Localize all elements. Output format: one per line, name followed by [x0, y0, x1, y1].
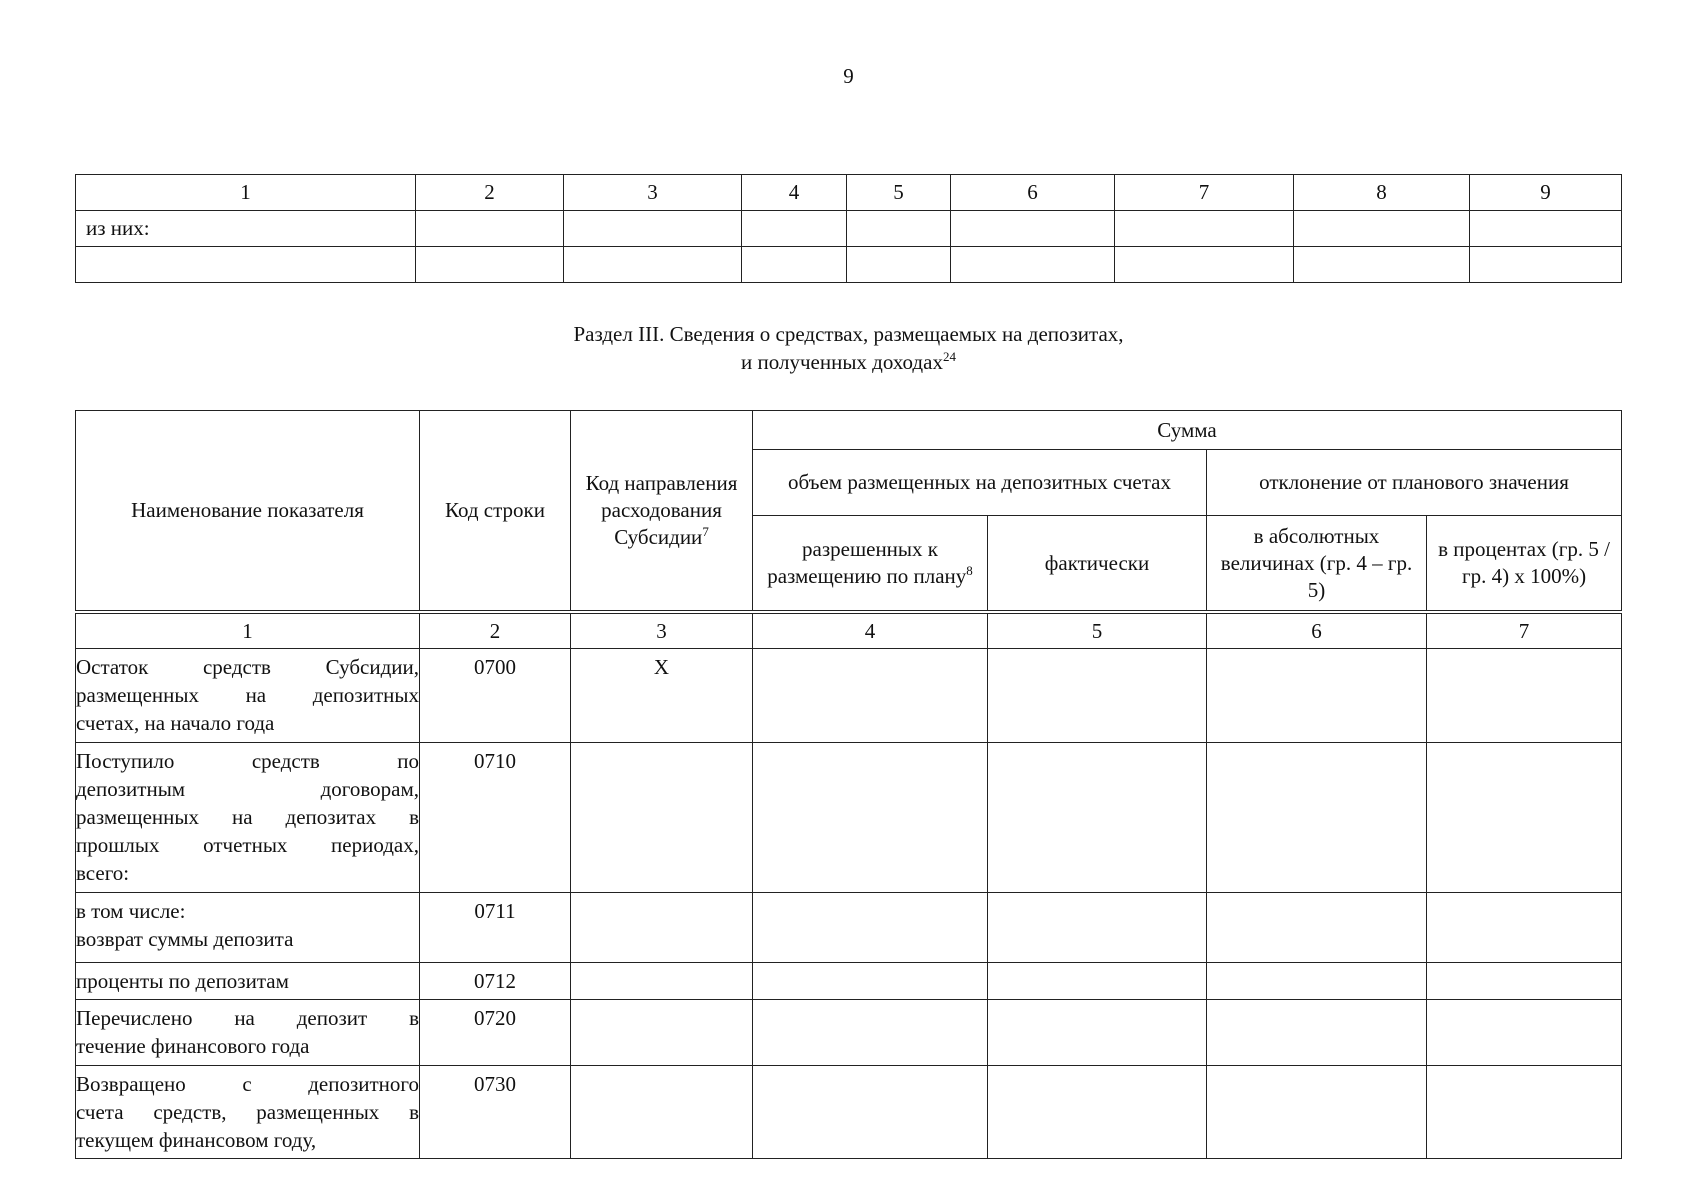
column-number-row [76, 612, 1622, 649]
section-title-text: и полученных доходах [741, 350, 943, 374]
table-cell [1427, 1066, 1622, 1159]
row-code: 0711 [420, 893, 571, 963]
row-name-line: прошлых отчетных периодах, [76, 833, 419, 857]
table-cell [1207, 1066, 1427, 1159]
column-number: 1 [76, 612, 420, 649]
header-volume-group: объем размещенных на депозитных счетах [753, 450, 1207, 516]
page-number: 9 [843, 64, 854, 88]
table-row [76, 893, 1622, 963]
row-name-line: проценты по депозитам [76, 969, 289, 993]
row-name [76, 1000, 420, 1066]
column-number: 2 [420, 612, 571, 649]
header-direction-code-text: Код направления расходования Субсидии [585, 471, 738, 549]
table-row [76, 963, 1622, 1000]
column-number: 6 [1207, 612, 1427, 649]
row-name-line: Перечислено на депозит в [76, 1006, 419, 1030]
footnote-ref: 7 [702, 524, 709, 539]
row-direction-code [571, 893, 753, 963]
table-cell [753, 893, 988, 963]
table-cell [753, 743, 988, 893]
column-number: 5 [847, 175, 951, 211]
row-direction-code [571, 1066, 753, 1159]
column-number: 6 [951, 175, 1115, 211]
row-code: 0710 [420, 743, 571, 893]
row-name-line: счета средств, размещенных в [76, 1100, 419, 1124]
continuation-table [75, 174, 1622, 283]
table-cell [988, 649, 1207, 743]
table-cell [753, 649, 988, 743]
table-cell [1427, 649, 1622, 743]
column-number-row [76, 175, 1622, 211]
table-cell [753, 1066, 988, 1159]
header-deviation-group: отклонение от планового значения [1207, 450, 1622, 516]
table-cell [988, 743, 1207, 893]
row-name [76, 963, 420, 1000]
table-row [76, 247, 1622, 283]
deposits-table [75, 410, 1622, 1159]
table-cell [1207, 893, 1427, 963]
row-name [76, 649, 420, 743]
row-label: из них: [76, 211, 416, 247]
footnote-ref: 24 [942, 349, 956, 364]
table-cell [742, 247, 847, 283]
row-name-line: всего: [76, 861, 130, 885]
table-cell [564, 247, 742, 283]
row-name-line: Поступило средств по [76, 749, 419, 773]
table-cell [753, 963, 988, 1000]
table-cell [564, 211, 742, 247]
table-cell [1115, 211, 1294, 247]
header-actual: фактически [988, 516, 1207, 613]
table-row [76, 1066, 1622, 1159]
table-cell [1427, 743, 1622, 893]
header-direction-code [571, 411, 753, 613]
table-cell [988, 963, 1207, 1000]
row-name-line: Возвращено с депозитного [76, 1072, 419, 1096]
table-cell [847, 211, 951, 247]
column-number: 4 [742, 175, 847, 211]
column-number: 5 [988, 612, 1207, 649]
row-name-line: текущем финансовом году, [76, 1128, 317, 1152]
column-number: 1 [76, 175, 416, 211]
table-cell [847, 247, 951, 283]
column-number: 7 [1427, 612, 1622, 649]
table-cell [753, 1000, 988, 1066]
table-cell [988, 1000, 1207, 1066]
table-cell [1294, 247, 1470, 283]
column-number: 3 [571, 612, 753, 649]
table-cell [1207, 649, 1427, 743]
row-label [76, 247, 416, 283]
row-name-line: депозитным договорам, [76, 777, 419, 801]
table-row [76, 211, 1622, 247]
table-row [76, 743, 1622, 893]
header-name: Наименование показателя [76, 411, 420, 613]
row-direction-code [571, 743, 753, 893]
row-direction-code [571, 1000, 753, 1066]
row-name-line: возврат суммы депозита [76, 927, 294, 951]
table-cell [951, 211, 1115, 247]
row-name [76, 1066, 420, 1159]
table-row [76, 649, 1622, 743]
table-cell [416, 211, 564, 247]
header-absolute: в абсолютных величинах (гр. 4 – гр. 5) [1207, 516, 1427, 613]
table-cell [742, 211, 847, 247]
header-percent: в процентах (гр. 5 / гр. 4) x 100%) [1427, 516, 1622, 613]
table-cell [1427, 1000, 1622, 1066]
table-cell [951, 247, 1115, 283]
table-cell [988, 893, 1207, 963]
section-title [0, 320, 1697, 376]
table-cell [1470, 247, 1622, 283]
row-direction-code: X [571, 649, 753, 743]
table-cell [1470, 211, 1622, 247]
row-name-line: счетах, на начало года [76, 711, 275, 735]
row-name [76, 893, 420, 963]
table-cell [1294, 211, 1470, 247]
table-cell [1207, 1000, 1427, 1066]
table-row [76, 1000, 1622, 1066]
column-number: 8 [1294, 175, 1470, 211]
column-number: 4 [753, 612, 988, 649]
row-direction-code [571, 963, 753, 1000]
row-code: 0700 [420, 649, 571, 743]
row-code: 0712 [420, 963, 571, 1000]
section-title-line2 [0, 348, 1697, 376]
header-planned-text: разрешенных к размещению по плану [767, 537, 967, 588]
row-name-line: течение финансового года [76, 1034, 310, 1058]
row-name-line: в том числе: [76, 899, 186, 923]
column-number: 2 [416, 175, 564, 211]
table-cell [1207, 743, 1427, 893]
column-number: 9 [1470, 175, 1622, 211]
row-name-line: размещенных на депозитных [76, 683, 419, 707]
header-planned [753, 516, 988, 613]
header-sum: Сумма [753, 411, 1622, 450]
column-number: 7 [1115, 175, 1294, 211]
table-cell [1115, 247, 1294, 283]
section-title-line1: Раздел III. Сведения о средствах, размещаемых на депозитах, [573, 322, 1124, 346]
row-code: 0730 [420, 1066, 571, 1159]
table-cell [1207, 963, 1427, 1000]
footnote-ref: 8 [966, 563, 973, 578]
column-number: 3 [564, 175, 742, 211]
table-cell [1427, 963, 1622, 1000]
row-name [76, 743, 420, 893]
table-cell [988, 1066, 1207, 1159]
header-row-code: Код строки [420, 411, 571, 613]
row-code: 0720 [420, 1000, 571, 1066]
row-name-line: Остаток средств Субсидии, [76, 655, 419, 679]
table-cell [1427, 893, 1622, 963]
row-name-line: размещенных на депозитах в [76, 805, 419, 829]
table-cell [416, 247, 564, 283]
